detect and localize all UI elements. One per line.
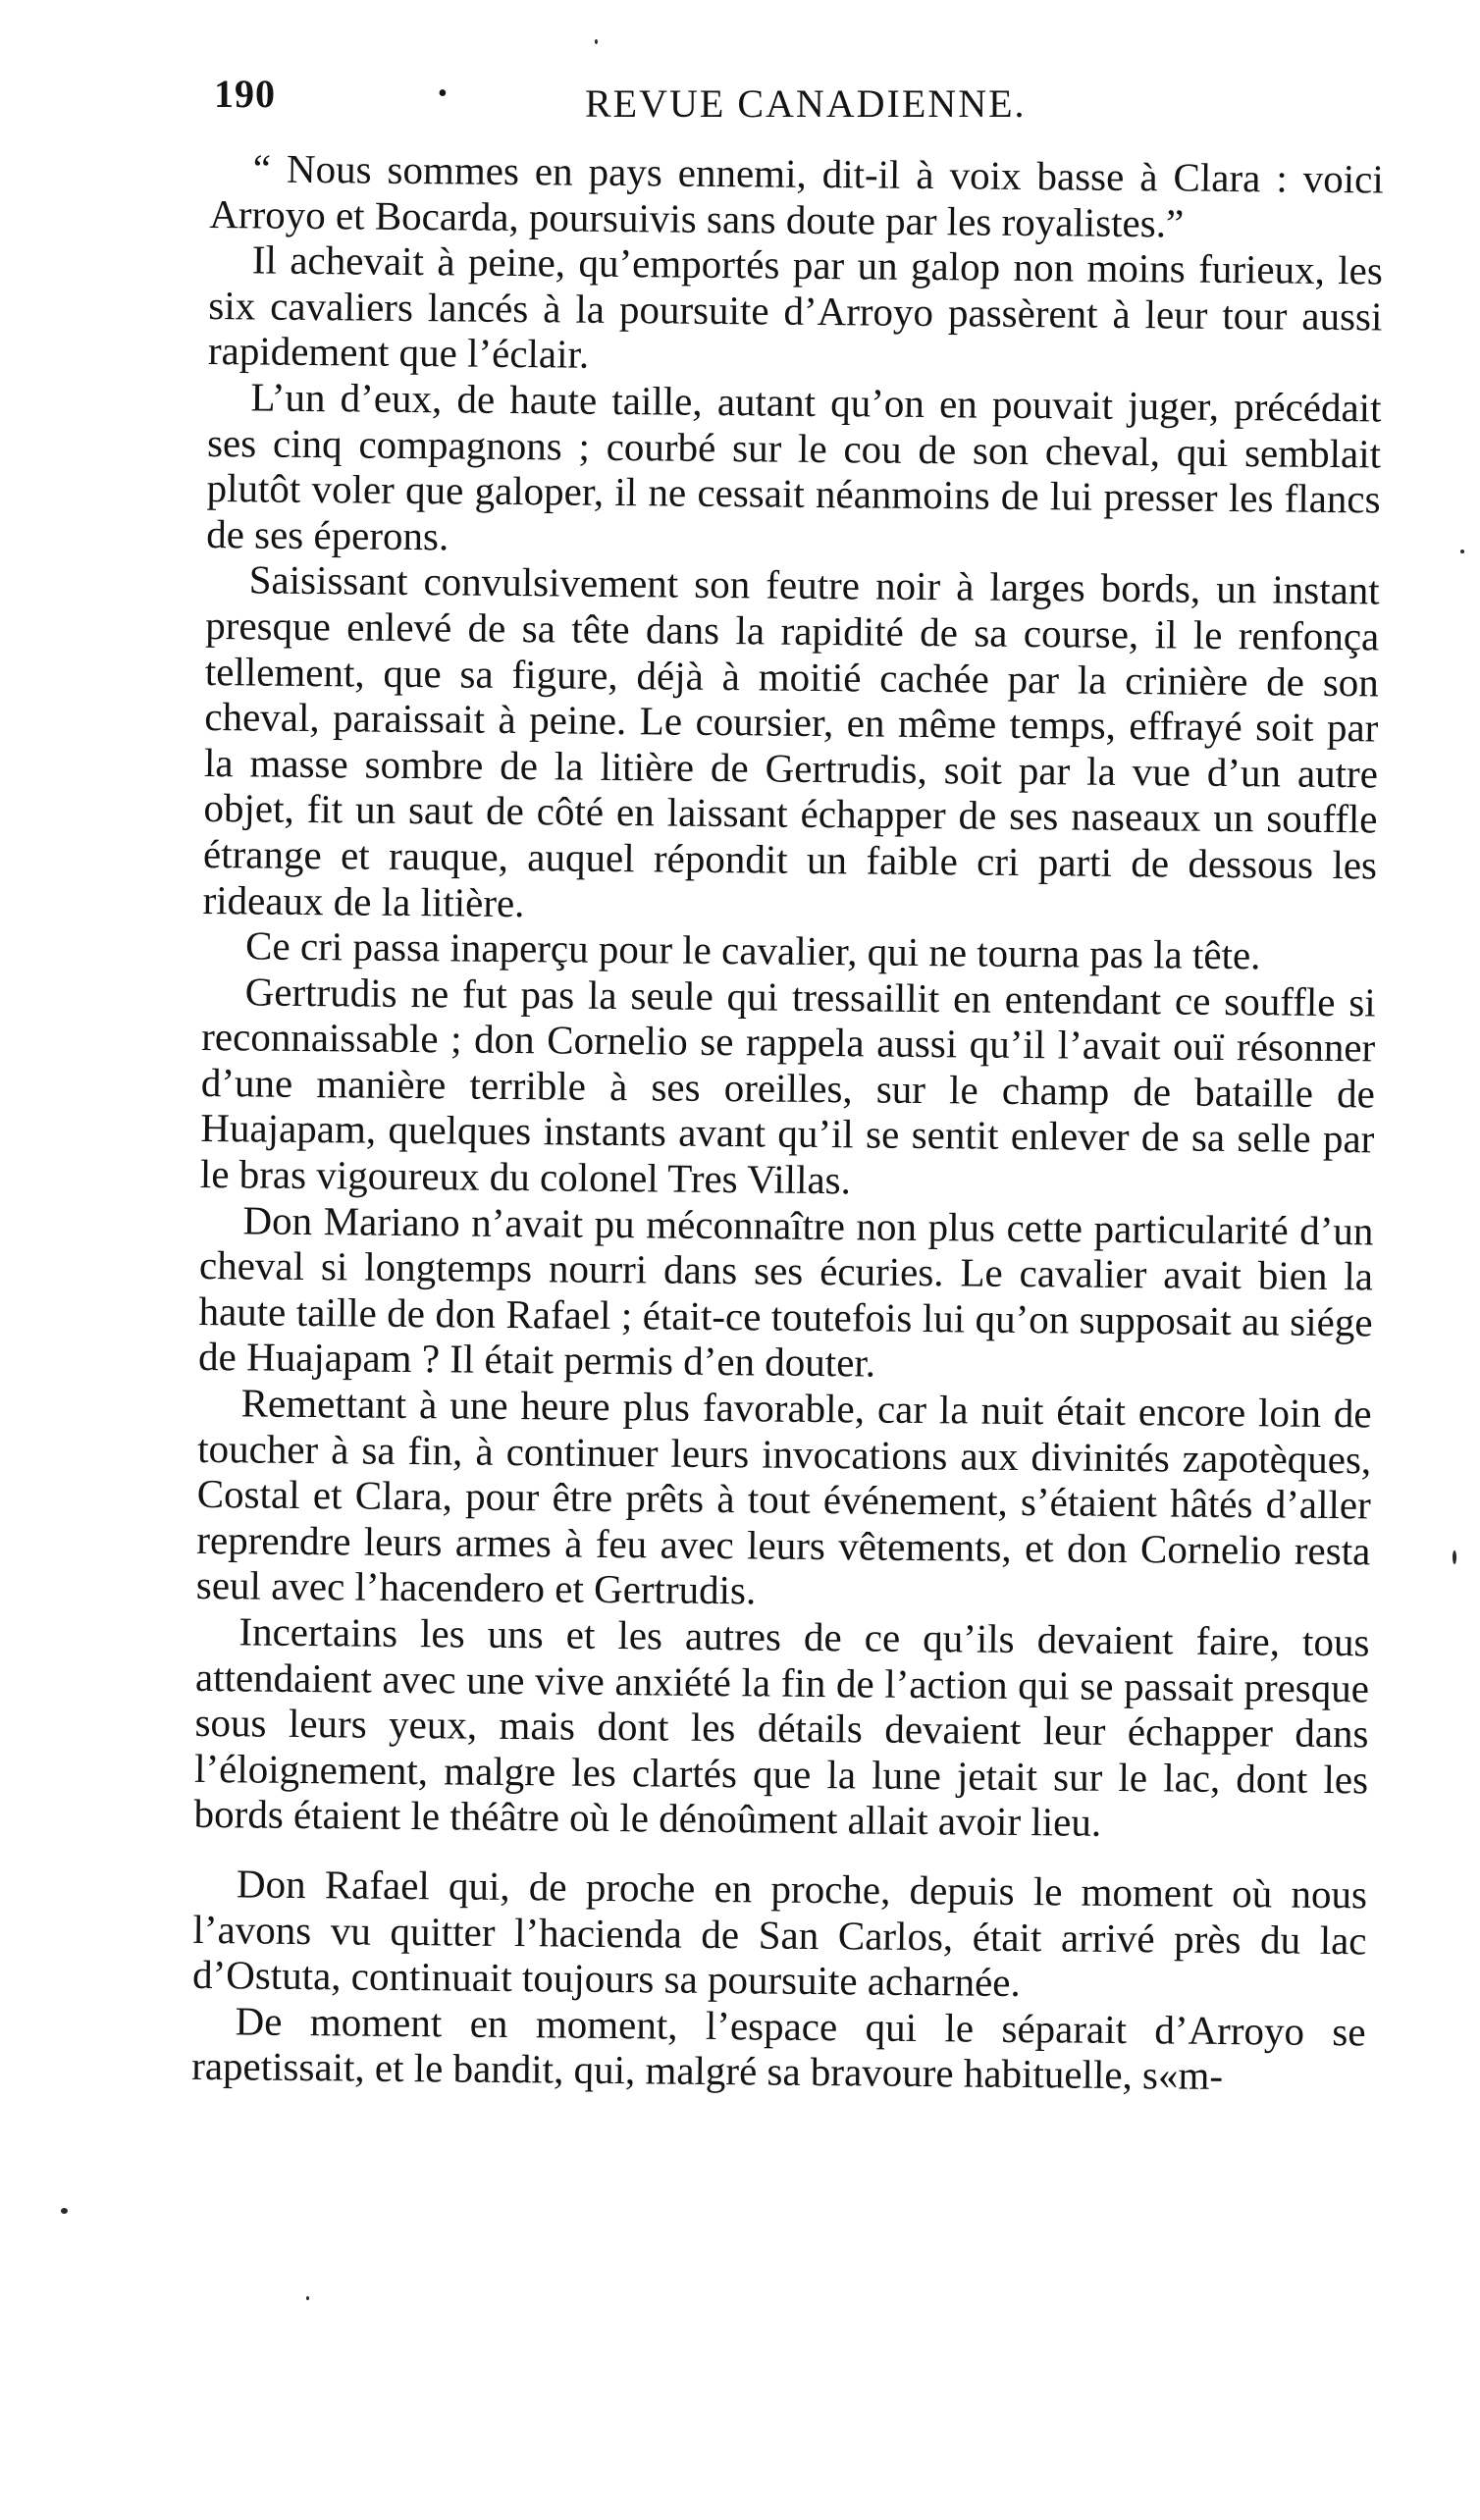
body-text (191, 145, 1384, 2100)
paragraph: Don Rafael qui, de proche en proche, depuis le moment où nous l’avons vu quitter l’hacienda de San Carlos, était arrivé près du lac d’Ostuta, continuait toujours sa poursuite acharnée. (191, 1861, 1368, 2006)
paragraph: De moment en moment, l’espace qui le séparait d’Arroyo se rapetissait, et le bandit, qui, malgré sa bravoure habituelle, s«m- (190, 1998, 1366, 2099)
paragraph: Ce cri passa inaperçu pour le cavalier, qui ne tourna pas la tête. (244, 922, 1261, 978)
paragraph: Incertains les uns et les autres de ce qu’ils devaient faire, tous attendaient avec une vive anxiété la fin de l’action qui se passait presque sous leurs yeux, mais dont les détails devaient leur échapper dans l’éloignement, malgre les clartés que la lune jetait sur le lac, dont les bords étaient le théâtre où le dénoûment allait avoir lieu. (193, 1608, 1370, 1846)
paragraph: Remettant à une heure plus favorable, car la nuit était encore loin de toucher à sa fin, à continuer leurs invocations aux divinités zapotèques, Costal et Clara, pour être prêts à tout événement, s’étaient hâtés d’aller reprendre leurs armes à feu avec leurs vêtements, et don Cornelio resta seul avec l’hacendero et Gertrudis. (195, 1380, 1372, 1613)
ink-speck (306, 2296, 309, 2300)
ink-speck (1453, 1550, 1456, 1564)
ink-speck (595, 39, 598, 44)
ink-speck (61, 2208, 68, 2214)
paragraph: Gertrudis ne fut pas la seule qui tressaillit en entendant ce souffle si reconnaissable ; don Cornelio se rappela aussi qu’il l’avait ouï résonner d’une manière terrible à ses oreilles, sur le champ de bataille de Huajapam, quelques instants avant qu’il se sentit enlever de sa selle par le bras vigoureux du colonel Tres Villas. (199, 969, 1376, 1203)
header-bullet: • (438, 79, 448, 109)
running-head (214, 71, 1372, 130)
paragraph: Saisissant convulsivement son feutre noir à larges bords, un instant presque enlevé de sa tête dans la rapidité de sa course, il le renfonça tellement, que sa figure, déjà à moitié cachée par la crinière de son cheval, paraissait à peine. Le coursier, en même temps, effrayé soit par la masse sombre de la litière de Gertrudis, soit par la vue d’un autre objet, fit un saut de côté en laissant échapper de ses naseaux un souffle étrange et rauque, auquel répondit un faible cri parti de dessous les rideaux de la litière. (202, 556, 1380, 925)
paragraph: L’un d’eux, de haute taille, autant qu’on en pouvait juger, précédait ses cinq compagnons ; courbé sur le cou de son cheval, qui semblait plutôt voler que galoper, il ne cessait néanmoins de lui presser les flancs de ses éperons. (205, 374, 1382, 559)
paragraph: Il achevait à peine, qu’emportés par un galop non moins furieux, les six cavaliers lancés à la poursuite d’Arroyo passèrent à leur tour aussi rapidement que l’éclair. (207, 236, 1384, 378)
page-number: 190 (214, 72, 276, 116)
ink-speck (1460, 550, 1464, 553)
paragraph: “ Nous sommes en pays ennemi, dit-il à voix basse à Clara : voici Arroyo et Bocarda, poursuivis sans doute par les royalistes.” (209, 145, 1384, 246)
paragraph: Don Mariano n’avait pu méconnaître non plus cette particularité d’un cheval si longtemps nourri dans ses écuries. Le cavalier avait bien la haute taille de don Rafael ; était-ce toutefois lui qu’on supposait au siége de Huajapam ? Il était permis d’en douter. (197, 1197, 1374, 1387)
journal-title: REVUE CANADIENNE. (585, 81, 1027, 126)
